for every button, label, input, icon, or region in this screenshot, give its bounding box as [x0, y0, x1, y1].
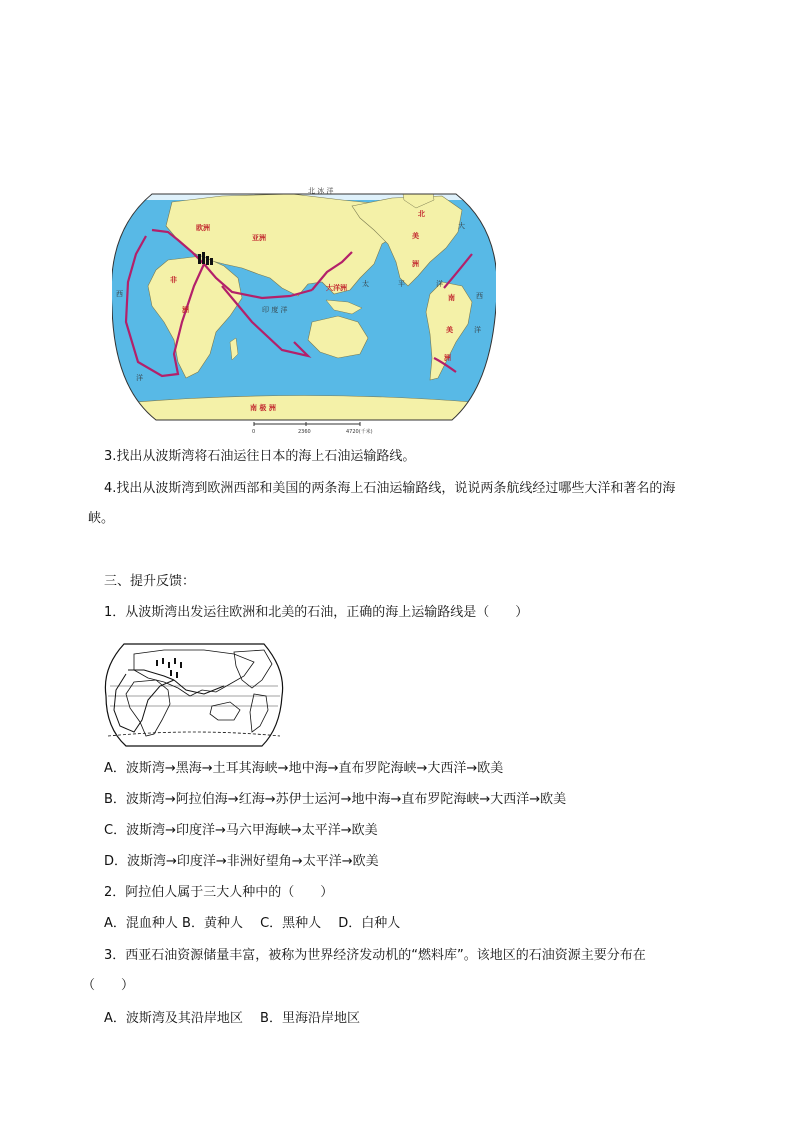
label-na-3: 洲: [412, 260, 419, 268]
question-4-line2: 峡。: [88, 511, 115, 526]
scale-zero: 0: [252, 429, 256, 434]
label-oceania: 大洋洲: [326, 284, 347, 292]
q3-stem-line1: 3．西亚石油资源储量丰富，被称为世界经济发动机的“燃料库”。该地区的石油资源主要分布在: [104, 948, 646, 963]
scale-mid: 2360: [298, 429, 311, 434]
label-pacific-2: 平: [398, 280, 405, 288]
q1-option-d: D．波斯湾→印度洋→非洲好望角→太平洋→欧美: [104, 854, 379, 869]
label-antarctica: 南 极 洲: [250, 404, 276, 412]
world-map-svg: [112, 182, 496, 432]
label-sa-3: 洲: [444, 354, 451, 362]
q2-options: A．混血种人 B．黄种人 C．黑种人 D．白种人: [104, 916, 401, 931]
label-atlantic-e3: 洋: [474, 326, 481, 334]
q1-option-b: B．波斯湾→阿拉伯海→红海→苏伊士运河→地中海→直布罗陀海峡→大西洋→欧美: [104, 792, 567, 807]
label-europe: 欧洲: [196, 224, 210, 232]
label-arctic: 北 冰 洋: [308, 187, 334, 195]
label-indian: 印 度 洋: [262, 306, 288, 314]
q3-stem-line2: （ ）: [82, 978, 135, 993]
label-na-1: 北: [418, 210, 425, 218]
label-africa-a: 非: [170, 276, 177, 284]
world-oil-routes-map: [112, 182, 496, 432]
outline-map-svg: [104, 640, 284, 750]
label-pacific-1: 太: [362, 280, 369, 288]
label-atlantic-left-bottom: 洋: [136, 374, 143, 382]
q1-stem: 1．从波斯湾出发运往欧洲和北美的石油，正确的海上运输路线是（ ）: [104, 605, 529, 620]
scale-bar: [250, 422, 380, 434]
q2-stem: 2．阿拉伯人属于三大人种中的（ ）: [104, 885, 334, 900]
question-4-line1: 4.找出从波斯湾到欧洲西部和美国的两条海上石油运输路线，说说两条航线经过哪些大洋和著名的海: [104, 481, 676, 496]
q3-options: A．波斯湾及其沿岸地区 B．里海沿岸地区: [104, 1011, 360, 1026]
label-na-2: 美: [412, 232, 419, 240]
label-asia: 亚洲: [252, 234, 266, 242]
label-sa-2: 美: [446, 326, 453, 334]
scale-end: 4720(千米): [346, 429, 373, 434]
q1-option-a: A．波斯湾→黑海→土耳其海峡→地中海→直布罗陀海峡→大西洋→欧美: [104, 761, 504, 776]
question-3-japan: 3.找出从波斯湾将石油运往日本的海上石油运输路线。: [104, 449, 416, 464]
world-outline-map: [104, 640, 284, 750]
label-atlantic-e1: 大: [458, 222, 465, 230]
label-sa-1: 南: [448, 294, 455, 302]
label-atlantic-e2: 西: [476, 292, 483, 300]
q1-option-c: C．波斯湾→印度洋→马六甲海峡→太平洋→欧美: [104, 823, 378, 838]
label-pacific-3: 洋: [436, 280, 443, 288]
section-heading: 三、提升反馈：: [104, 574, 196, 589]
label-west: 西: [116, 290, 123, 298]
label-africa-b: 洲: [182, 306, 189, 314]
